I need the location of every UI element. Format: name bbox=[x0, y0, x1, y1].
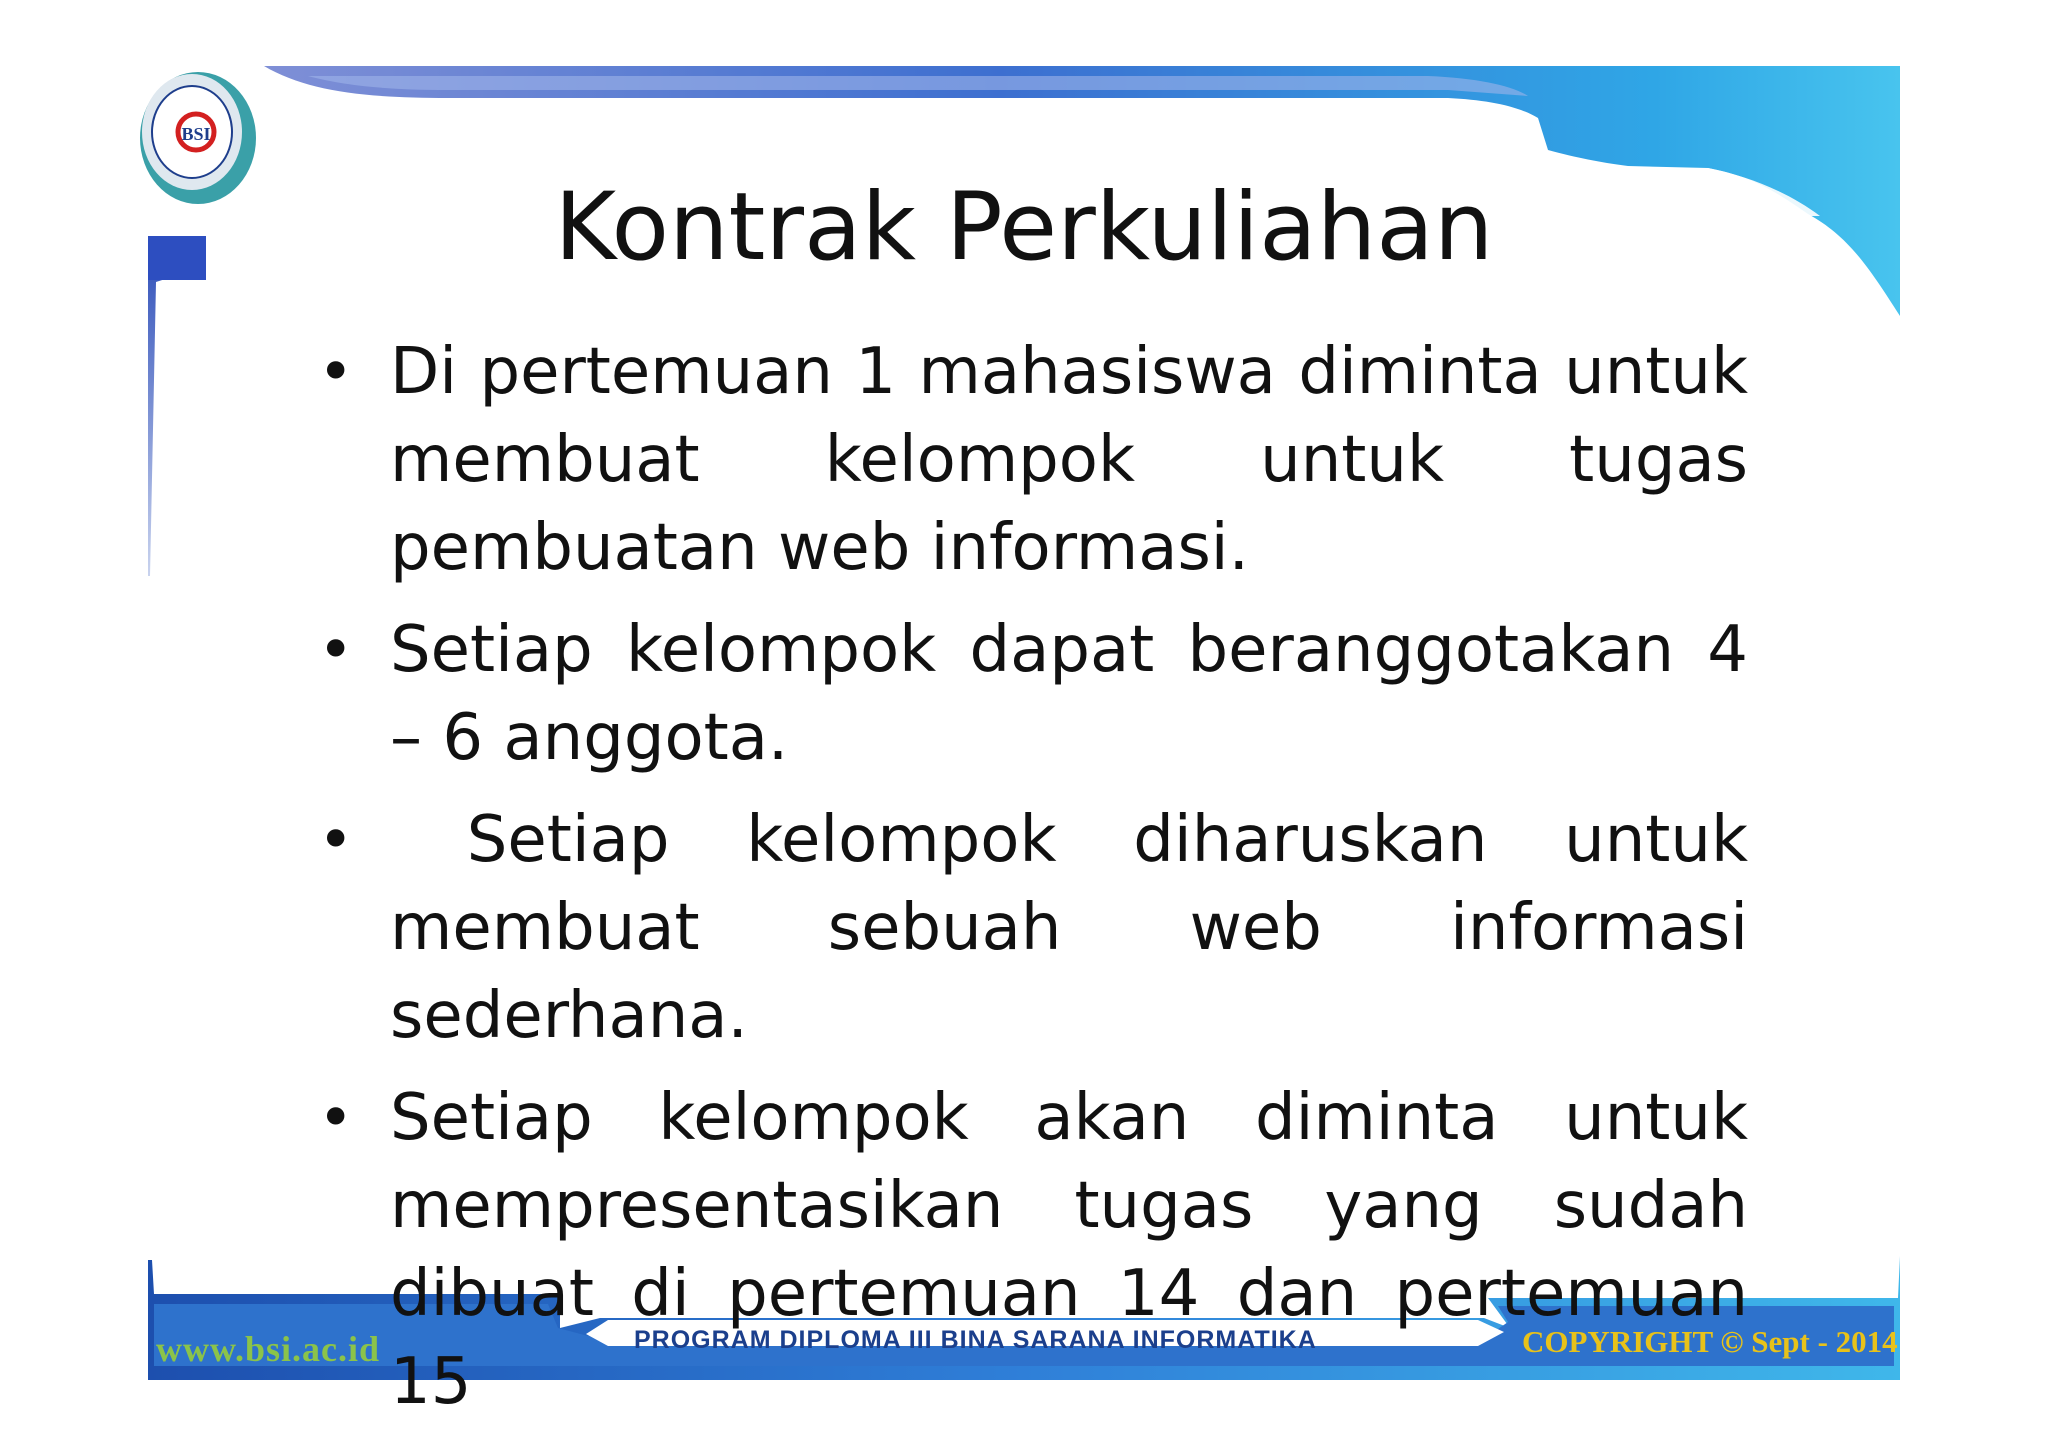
footer-website: www.bsi.ac.id bbox=[156, 1329, 381, 1369]
bullet-item bbox=[318, 328, 1748, 592]
bullet-list bbox=[318, 328, 1769, 1440]
slide-title: Kontrak Perkuliahan bbox=[554, 173, 1494, 282]
svg-text:BSI: BSI bbox=[181, 124, 211, 144]
bullet-text: Setiap kelompok dapat beranggotakan 4 – 6 anggota. bbox=[390, 613, 1748, 775]
slide bbox=[148, 66, 1900, 1419]
bullet-text: Setiap kelompok akan diminta untuk mempresentasikan tugas yang sudah dibuat di pertemuan 14 dan pertemuan 15 bbox=[390, 1081, 1748, 1419]
footer-copyright: COPYRIGHT © Sept - 2014 bbox=[1522, 1324, 1898, 1359]
left-side-bar bbox=[148, 236, 206, 576]
bullet-text: Setiap kelompok diharuskan untuk membuat sebuah web informasi sederhana. bbox=[390, 803, 1769, 1053]
bullet-item bbox=[318, 606, 1748, 782]
bullet-dot: • bbox=[318, 1083, 354, 1153]
bullet-text: Di pertemuan 1 mahasiswa diminta untuk membuat kelompok untuk tugas pembuatan web informasi. bbox=[390, 335, 1748, 585]
bullet-dot: • bbox=[318, 615, 354, 685]
slide-footer bbox=[148, 1294, 1900, 1380]
bullet-dot: • bbox=[318, 805, 354, 875]
bullet-dot: • bbox=[318, 337, 354, 407]
footer-program-name: PROGRAM DIPLOMA III BINA SARANA INFORMATIKA bbox=[634, 1326, 1317, 1354]
bullet-item bbox=[318, 796, 1769, 1060]
